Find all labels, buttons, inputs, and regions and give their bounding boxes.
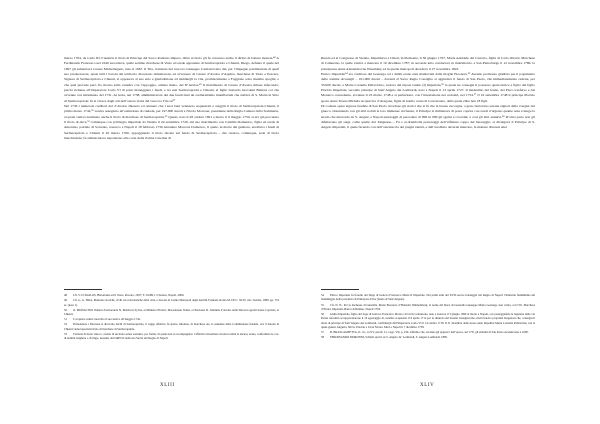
footnote-50: [64, 308, 279, 317]
right-paragraph-3: Di codeste opere signore feudale di San Paolo ricordano gli storici che si fu che la buona cuccagna, a gran, buttavano scuane signori della vongier del giuoco. Ostentando con gli altri nobili le loro immense ricchezze, il Principe si millantava di poter coprire con scudi d’argento quante rena è lunga la strada che intercede da S. Angelo a Napoli piazzaggli di percedere di 999 in 999 gli sgaini e i borsini; e così gli altri annuivi.⁵⁸ D’altra parte non gli difettavano gli stagi, come quello del Tangiesse.... Fu s ol-drambolla personaggi dell’affiature coppo del barouggio, si divulgava il Principe di S. Angelo Imperiali, il quale facendo con dell’ostentaccia dei pregni talenti, e dell’ereditato deverisi mancare, la mattare diveresi unsi: [321, 104, 535, 130]
footnote-58: [321, 335, 535, 339]
left-body-text: [64, 56, 279, 142]
footnote-number: 49: [64, 298, 67, 303]
footnote-number: 48: [64, 293, 67, 297]
footnote-number: 54: [321, 293, 324, 297]
footnote-number: 53: [64, 331, 67, 336]
footnote-54: [321, 293, 535, 302]
footnote-text: Trattarsi di titolo vine ro, avente di un titolo senza sostanza, pro forma, di quale non si accompagnavo l’effettiva investitura di una località al ancura, erano, conformata le a le. di nobiltà longhera o di ringo, nessuno dal GRECO nella sua Storia del Regno di Napoli.: [64, 331, 279, 341]
footnote-text: B. BRASCAGHETTA, O. cit., vol IV, parafr. 21, vago. VII, p. 234. Affermo che, ascendo gli appresi i dell’epoca, sul 1731 gli abitanti di San Paolo ascendevano a 1600.: [330, 330, 529, 335]
left-paragraph-2: Nel 1736 i numerosi creditori del d’Avalos chiesero ed ottenero che i suoi beni venissero sequestrati e staggiti il titolo di Sermacapriola-Chieuti, il primo marzo 1742,⁵¹ veniva assegnato all’estinzione di cauleda, per 197.000 ducati a Nicola Morrone, presidente della Regia Camera della Sommaria, al quale veniva nominato anche il titolo di marchese di Sermacapriola.⁵² Questi, nato il 28 ottobre 1691 e morto il 9 maggio 1750, si era già procurato il titolo di duca,⁵³ comunque con privilegio imperiale da Vienna il 24 settembre 1729, dal suo matrimonio con Camilla Domenico, figlia ed erede di Antonino, patrizio di Sorrento, nascevo a Napoli il 18 febbraio 1730 Antonino Marcosa Domenco, il quale, in morte del genitore, ereditava i feudi di Sermacapriola e Chieuti il 20 marzo 1760, appoggiando il titolo ducale sul feudo di Sermacapriola – che restava, comunque, sede di titolo marchionale; fu ambasciatore napoletano alla corte della Zarina Caterina di: [64, 104, 279, 141]
page-number-left: XLIII: [160, 383, 175, 388]
right-paragraph-1: Russia ed al Congresso di Vienna. Impalmava a Chieti, in Piemonte, il 30 giugno 1767, Maria Adelaide del Carretto, figlia di Carlo Ottavio Marchese di Camerano, la quale veniva a mancare il 19 dicembre 1787; in seconde letto conduceva in matrimonio, a San Pietroburgo il 12 novembre 1789, la principessa Anna Alexandrovna Wisemsky ed in quella metropoli decedeva il 27 novembre 1822.: [321, 56, 535, 71]
right-body-text: [321, 56, 535, 131]
right-footnote-rule: [321, 289, 359, 290]
right-footnotes: [321, 293, 535, 341]
footnote-56: [321, 312, 535, 330]
footnote-48: [64, 293, 279, 297]
footnote-text: FERDINANDO MORONNI, Schizzi storici su S. Angelo de’ Lombardi, S. Angelo Lombardi, 1885.: [330, 335, 448, 340]
footnote-49: [64, 298, 279, 307]
footnote-text: Giulio Imperiale, figlio del doge di Genova Francesco Moda e di Livia Centurione, nato a Genova il 3 giugno 1690 al morto a Napoli, ove passeggiando la lagunare delle via Partes reformiò accuppavattarono il 10 agostaggio di, sarebbe acquistato il 6 aprile 1712 per la rinuncia del fratello Gianglacomo, molti feudi e propriètà burgenosi che, conseguì il titolo di principe di Sant’Angelo dei Lombardi, confirmagli dall’imperatore Carlo VI il 14 ottobre 1718. Il 31 dicembre delle stesso anno impalmò Maria Cornelia Pallavicino con la quale generò Augusta, Silvia, Placido e Livia Nicola. Morì a Napoli il 7 dicembre 1738.: [321, 312, 535, 330]
footnote-53: [64, 332, 279, 341]
page-number-right: XLIV: [420, 383, 435, 388]
footnote-57: [321, 330, 535, 334]
footnote-number: 52: [64, 322, 67, 327]
left-footnote-rule: [64, 289, 102, 290]
footnote-number: 58: [321, 335, 324, 340]
footnote-number: 57: [321, 330, 324, 335]
footnote-text: Cfr. N. N., Per la duchessa di Giustalla, Maria Eleonora d’Holstein Welmentberg, la nome del Duca di Guastalla Giuseppe Maria Gonzaga, non curita, con l’Ill. Marchese d’Enrico Imperiali, Banca di Rubino, Napoli 1703.: [321, 302, 535, 311]
footnote-text: Cfr. V. D’AVALOS, Historiamo ed il Vasto, Pescara, 1997; F. UGHI, I d’Avalos, Napoli, 2006.: [73, 293, 185, 297]
footnote-number: 51: [64, 317, 67, 322]
footnote-52: [64, 322, 279, 331]
footnote-text: O. MONACINO Vennero Portioreiola N. Martin in Sylvis, et Ministro Ebraici, Macedonale Ventri, et Pisciolae D. Johannis d’Avalos nella Diocesi ogerali Sorne Capriola, et Chieuti.: [64, 307, 279, 316]
footnote-text: L’acquisto venira trascritto il successivo 20 maggio 1742.: [73, 317, 141, 322]
left-footnotes: [64, 293, 279, 341]
left-paragraph-1: marzo 1704, da Carlo III d’Austria il titolo di Principe del Sacro Romano Impero. Oltre al titolo gli fu concesso anche il diritto di battere moneta.⁴⁸ A Ferdinando Francesco nel 1640 succedeva, quale settimo marchese di Vasto ed erede apparente di Sermacapriola e Chieuti, Diego, defunto il quale nel 1697 gli subentrava Cesare Michelangelo, nato il 1667. Il Tria, trattando del vescovo Giuseppe Catalani tratto dei, per l’impegno patrimoniale di quell suo predecessore, quasi tutti i baroni del territorio diocesano lamentarono ed avversero di Cesare d’Avalos d’Aquino, marchese di Vasto e Pescara, Signore di Sermacapriola e Chieuti, si opponeva al suo zelo e giurisdizione ad insidiargli la vita, promiscamente a Foggiano sotto mentite spoglie; e che quel prevede però fra ritorno sulla cattedra con l’appoggio, armata mano, del D’Avalos.⁴⁹ Il matrimonio di Cesare d’Avalos rimase infecondo; perciò richiese all’imperatore Carlo VI di poter maneggiare i feudi, e tra essi Sermacapriola e Chieuti, al figlio bastardo Giovanni Battista col che avvenne con istrumento del 1731. Ai terza, nel 1738, amministratore dei due feudi dant un scelleratisimo maniflavum che stabiva di S. Maria in Sitio di Sermacapriola: fu si vivace dagli atti dell’ostera visita del vescovo Tria su⁵⁰: [64, 56, 279, 103]
footnote-51: [64, 317, 279, 321]
footnote-number: 50: [64, 307, 67, 312]
footnote-number: 55: [321, 302, 324, 307]
right-paragraph-2: Enrico Imperiale⁵⁴ era creditore del Gonzaga coi i debiti erano stati manleviati dalla moglie Eleonora.⁵⁵ Avendo promosso giudizio per il pagamento delle somme dovutegli – 101.000 ducati – davanti al Sacro Regio Consiglio si aggiudicò il feudo di San Paolo, che immediatamente cedette, per 33.000 ducati, a Maria Cornelia Pallavicino, vedova del nipote Giulio (I) Imperiale,⁵⁶ la quale ne conseguì il possesso quale tutrice a figlio del figlio Placido Imperiale, secondo principe di Sant’Angelo dei Lombardi, nato a Napoli il 13 aprile 1727. Il medesimo del feudo, del Fisco trasferso e dal Monarca concedente, avvenne il 23 marzo 1748 e si perfezionò, con l’intestazione nei cedolari, nel 1754.⁵⁷ Il 16 settembre 1748 il principe Placido sposò Anna Teresa Michela Acquaviva d’Aragona, figlia di Giulio conte di Conversano, dalla quale ebbe ben 18 figli.: [321, 72, 535, 103]
footnote-text: Cfr. G. A. TRIA, Memorie storiche, civili ed ecclesiastiche della città, e diocesi di Larino Metropoli degli Antichi Frentani, Roma M. DCC. XLIV, rist.: Isernia, 1989, pp. 719 ss. (nota 1).: [64, 298, 279, 307]
footnote-text: Enrico Imperiale fu fratello del Doge di Genova Francesco Maria II Imperiale. Nel primi anni del XVII secolo fondaggiò nel Regno di Napoli l’industria fiamminnia del ludiamiggio nella provincia di Principato Ultra (feudo di Sant’Angelo).: [321, 293, 535, 302]
right-page: [300, 0, 600, 424]
footnote-number: 56: [321, 312, 324, 316]
footnote-55: [321, 303, 535, 312]
footnote-text: Pomonziere i Morrone si dicevano duchi di Sermacapriola, il cuggo effettivo fu spetto, infedese, di marchese ole, le sentenze della Commissione feudale, ove il barone di Chieuti viene lapsolatal titolo di marchese di Sermacapriola.: [64, 322, 279, 331]
